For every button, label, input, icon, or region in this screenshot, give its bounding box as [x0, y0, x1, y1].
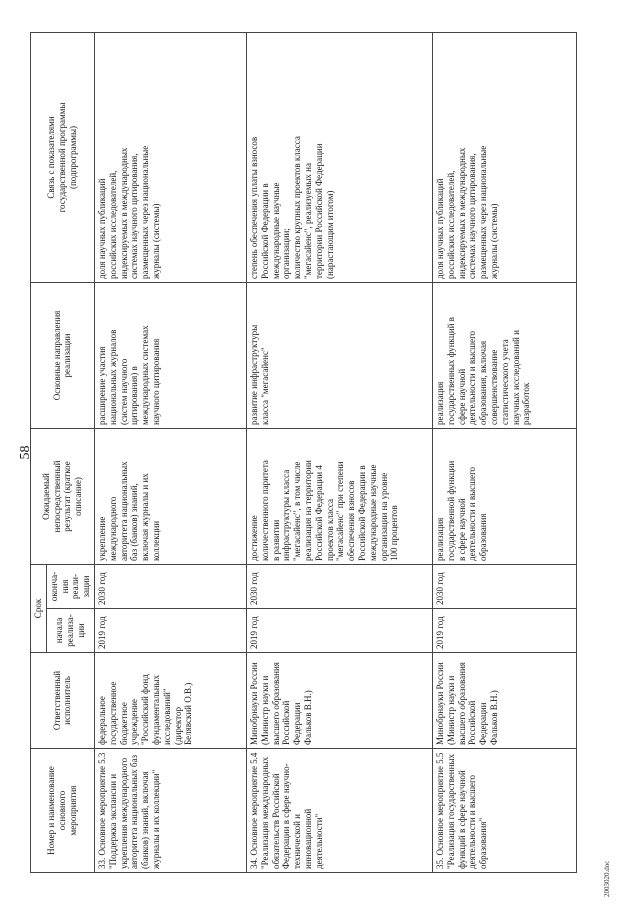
- cell-directions: реализация государственных функций в сфере научной деятельности и высшего образования, включая совершенствование статистического учета научных исследований и разработок: [434, 317, 532, 425]
- cell-end: 2030 год: [434, 572, 445, 605]
- cell-start: 2019 год: [248, 616, 259, 649]
- row-number: 34.: [248, 857, 259, 869]
- file-footer: 2003020.doc: [603, 860, 611, 897]
- cell-link: доля научных публикаций российских исследователей, индексируемых в международных системах научного цитирования, размещенных через национальные журналы (системы): [434, 145, 499, 279]
- cell-directions: расширение участия национальных журналов (систем научного цитирования) в международных системах научного цитирования: [96, 325, 161, 425]
- header-term: Срок: [31, 564, 47, 652]
- cell-result: реализация государственной функции в сфере научной деятельности и высшего образования: [434, 460, 489, 561]
- header-end: оконча- ния реали- зации: [46, 564, 94, 608]
- header-result: Ожидаемый непосредственный результат (краткое описание): [31, 428, 95, 564]
- header-directions: Основные направления реализации: [31, 282, 95, 428]
- cell-executor: Минобрнауки России (Министр науки и высшего образования Российской Федерации Фальков В.Н.): [248, 662, 313, 745]
- cell-directions: развитие инфраструктуры класса "мегасайенс": [248, 324, 270, 425]
- table-row: [94, 32, 246, 872]
- header-executor: Ответственный исполнитель: [31, 653, 95, 749]
- cell-link: доля научных публикаций российских исследователей, индексируемых в международных системах научного цитирования, размещенных через национальные журналы (системы): [96, 145, 161, 279]
- cell-result: достижение количественного паритета в развитии инфраструктуры класса "мегасайенс", в том числе реализация на территории Российской Федерации 4 проектов класса "мегасайенс" при степени обеспечения взносов Российской Федерации в международные научные организации на уровне 100 процентов: [248, 460, 400, 561]
- program-measures-table: [30, 32, 577, 873]
- table-row: [246, 32, 432, 872]
- cell-result: укрепление международного авторитета национальных баз (банков) знаний, включая журналы и их коллекции: [96, 461, 161, 561]
- measure-name: Основное мероприятие 5.5 "Реализация государственных функций в сфере научной деятельности и высшего образования": [434, 752, 489, 869]
- table-row: [432, 32, 576, 872]
- cell-executor: Минобрнауки России (Министр науки и высшего образования Российской Федерации Фальков В.Н.): [434, 662, 499, 745]
- measure-name: Основное мероприятие 5.3 "Поддержка экспансии и укрепления международного авторитета национальных баз (банков) знаний, включая журналы и их коллекции": [96, 752, 161, 869]
- header-number-name: Номер и наименование основного мероприятия: [31, 749, 95, 873]
- cell-start: 2019 год: [434, 616, 445, 649]
- table-header-row: [31, 32, 47, 872]
- page-number: 58: [18, 445, 33, 460]
- header-start: начала реализа- ции: [46, 609, 94, 653]
- cell-end: 2030 год: [248, 572, 259, 605]
- cell-name: [432, 749, 576, 873]
- header-link: Связь с показателями государственной программы (подпрограммы): [31, 32, 95, 282]
- row-number: 33.: [96, 857, 107, 869]
- cell-executor: федеральное государственное бюджетное учреждение "Российский фонд фундаментальных исследований" (директор Белявский О.В.): [96, 674, 194, 745]
- cell-start: 2019 год: [96, 616, 107, 649]
- cell-name: [246, 749, 432, 873]
- cell-link: степень обеспечения уплаты взносов Российской Федерации в международные научные организации; количество крупных проектов класса "мегасайенс", реализуемых на территории Российской Федерации (нарастающим итогом): [248, 136, 335, 279]
- cell-name: [94, 749, 246, 873]
- cell-end: 2030 год: [96, 572, 107, 605]
- measure-name: Основное мероприятие 5.4 "Реализация международных обязательств Российской Федерации в сфере научно- технической и инновационной деятельности": [248, 752, 324, 869]
- row-number: 35.: [434, 857, 445, 869]
